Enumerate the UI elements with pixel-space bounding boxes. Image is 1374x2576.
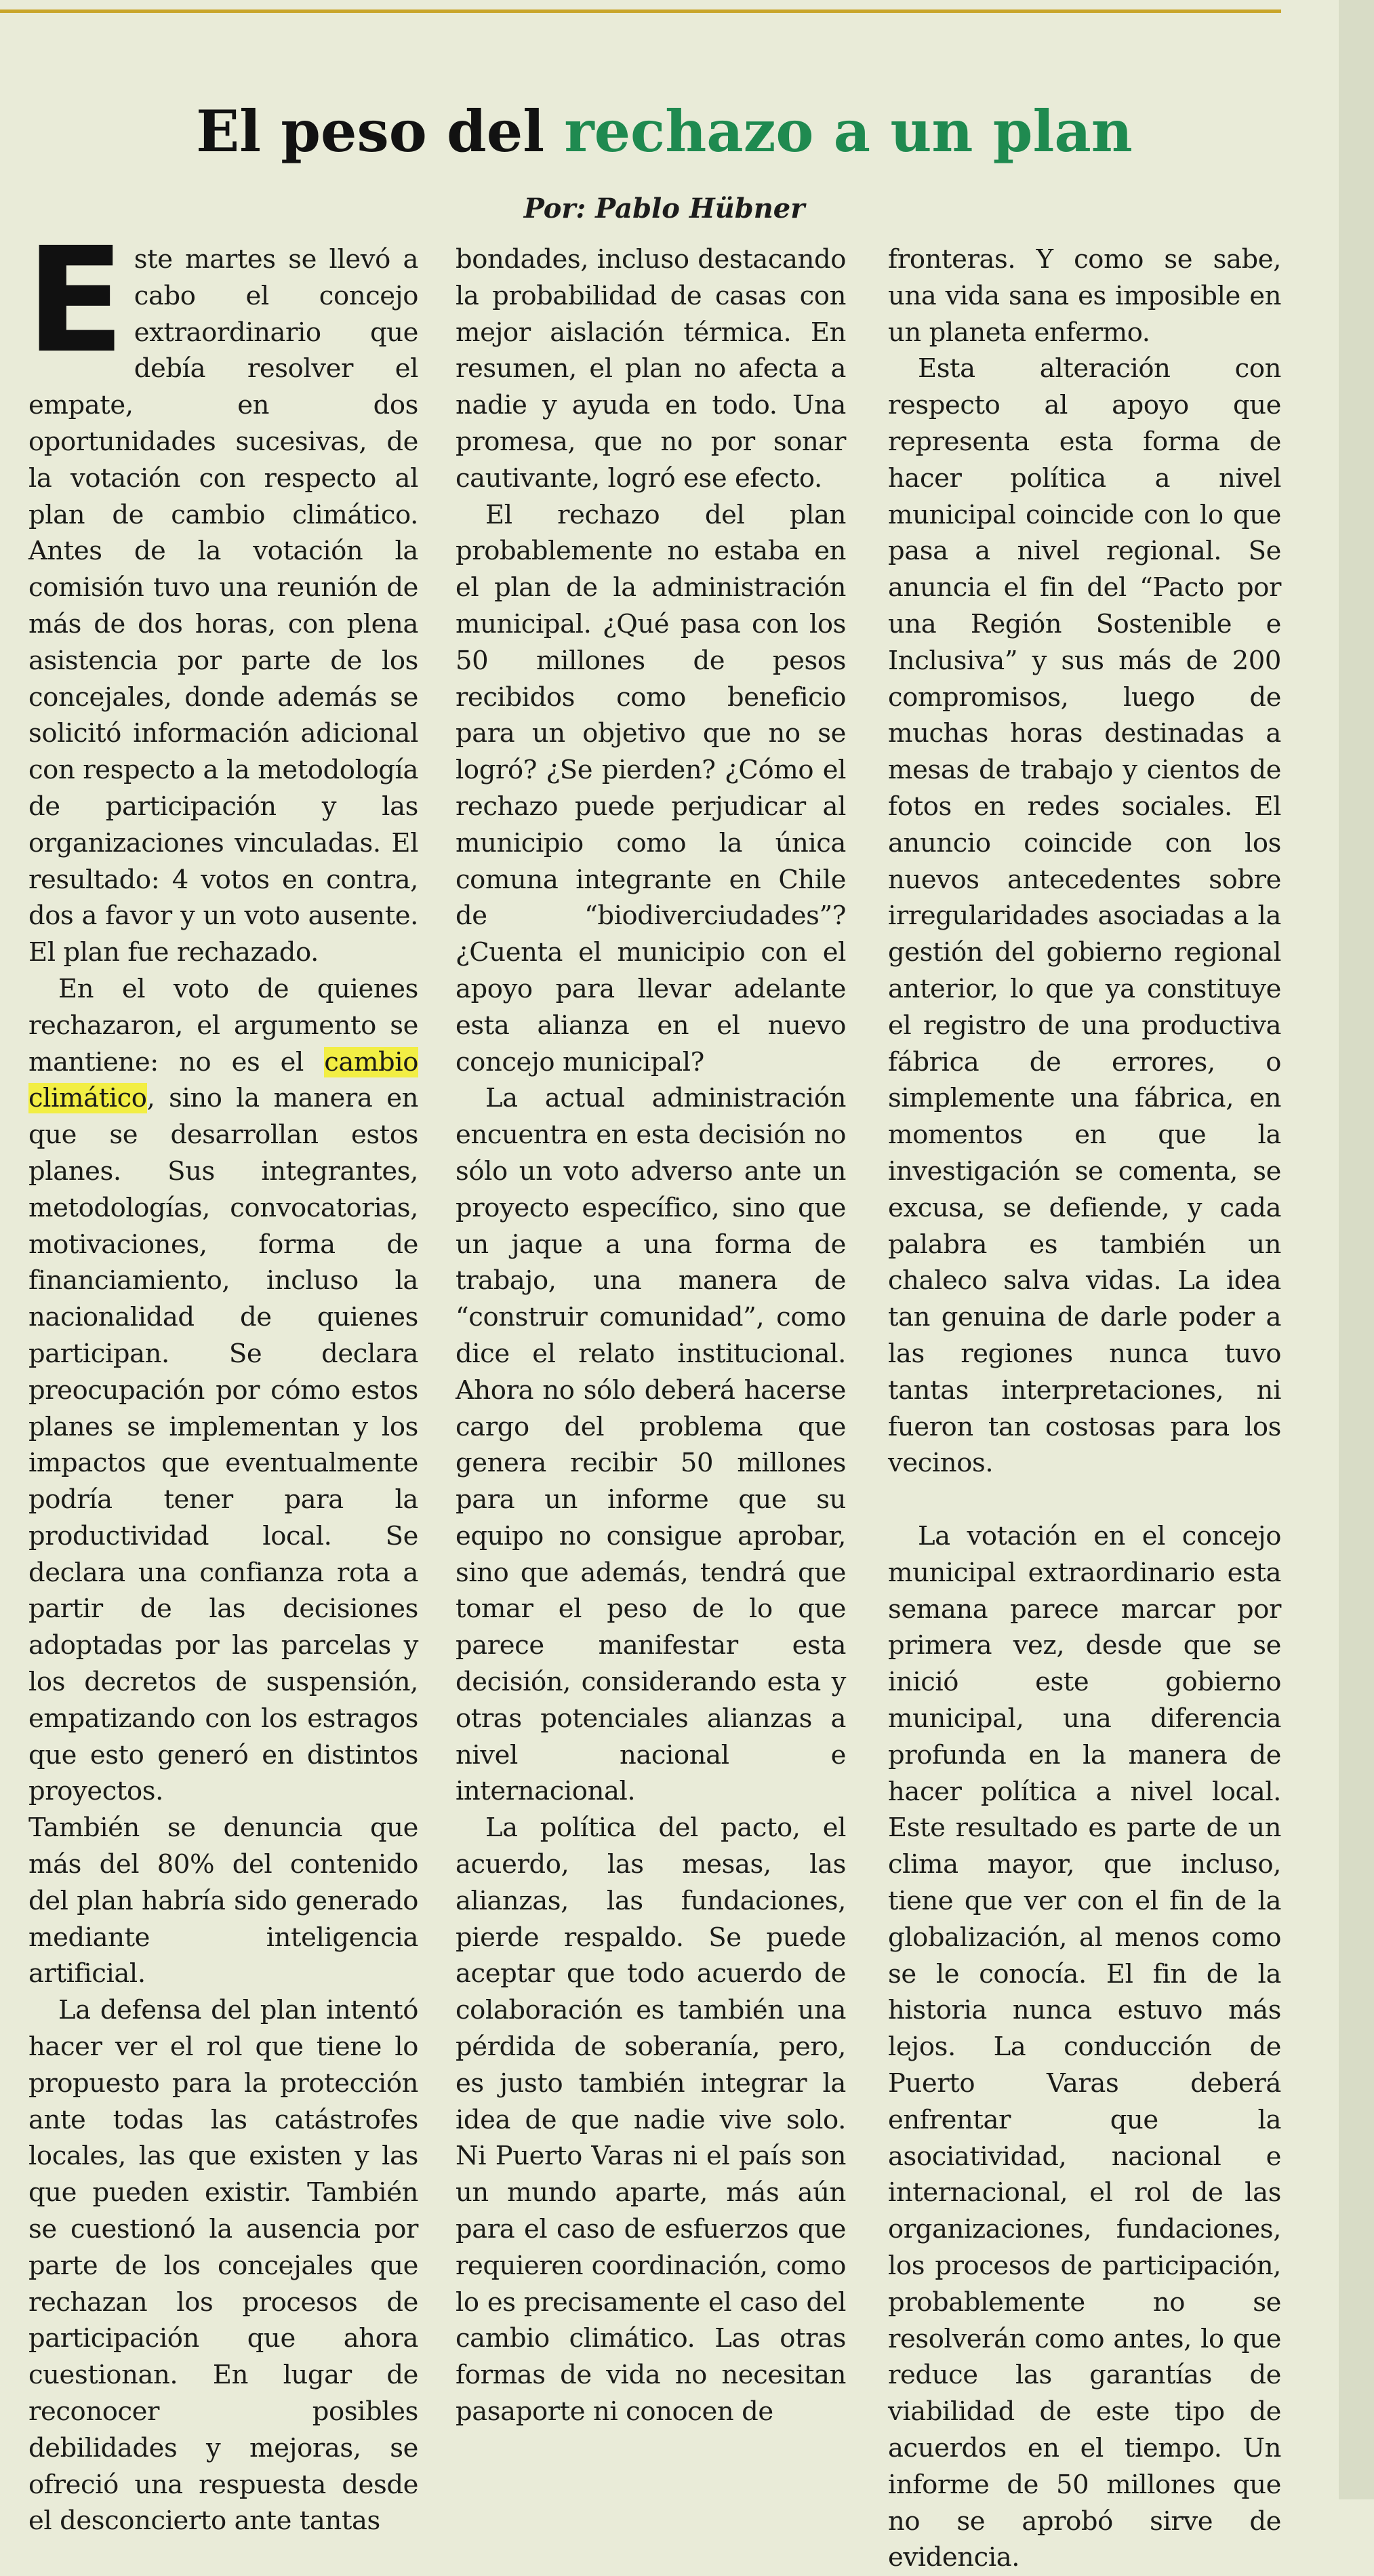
column-2 — [456, 241, 846, 2430]
paragraph-1-4: La defensa del plan intentó hacer ver el rol que tiene lo propuesto para la protección ante todas las catástrofes locales, las que existen y las que pueden existir. También se cuestionó la ausencia por parte de los concejales que rechazan los procesos de participación que ahora cuestionan. En lugar de reconocer posibles debilidades y mejoras, se ofreció una respuesta desde el desconcierto ante tantas — [28, 1995, 418, 2537]
title-part-2: rechazo a un plan — [564, 98, 1133, 165]
column-1 — [26, 216, 418, 2539]
drop-cap: E — [26, 216, 125, 385]
column-3 — [888, 241, 1281, 2576]
paragraph-1-3: También se denuncia que más del 80% del contenido del plan habría sido generado mediante inteligencia artificial. — [28, 1812, 418, 1989]
paragraph-3-1: fronteras. Y como se sabe, una vida sana es imposible en un planeta enfermo. — [888, 244, 1281, 348]
paragraph-2-1: bondades, incluso destacando la probabilidad de casas con mejor aislación térmica. En resumen, el plan no afecta a nadie y ayuda en todo. Una promesa, que no por sonar cautivante, logró ese efecto. — [456, 244, 846, 494]
article-title — [0, 100, 1329, 163]
byline: Por: Pablo Hübner — [523, 193, 805, 224]
paragraph-1-1-text: ste martes se llevó a cabo el concejo extraordinario que debía resolver el empate, en dos oportunidades sucesivas, de la votación con respecto al plan de cambio climático. Antes de la votación la comisión tuvo una reunión de más de dos horas, con plena asistencia por parte de los concejales, donde además se solicitó información adicional con respecto a la metodología de participación y las organizaciones vinculadas. El resultado: 4 votos en contra, dos a favor y un voto ausente. El plan fue rechazado. — [28, 244, 418, 968]
paragraph-2-2: El rechazo del plan probablemente no estaba en el plan de la administración municipal. ¿Qué pasa con los 50 millones de pesos recibidos como beneficio para un objetivo que no se logró? ¿Se pierden? ¿Cómo el rechazo puede perjudicar al municipio como la única comuna integrante en Chile de “biodiverciudades”? ¿Cuenta el municipio con el apoyo para llevar adelante esta alianza en el nuevo concejo municipal? — [456, 499, 846, 1077]
paragraph-2-4: La política del pacto, el acuerdo, las mesas, las alianzas, las fundaciones, pierde respaldo. Se puede aceptar que todo acuerdo de colaboración es también una pérdida de soberanía, pero, es justo también integrar la idea de que nadie vive solo. Ni Puerto Varas ni el país son un mundo aparte, más aún para el caso de esfuerzos que requieren coordinación, como lo es precisamente el caso del cambio climático. Las otras formas de vida no necesitan pasaporte ni conocen de — [456, 1812, 846, 2428]
paragraph-1-2-text-b: , sino la manera en que se desarrollan estos planes. Sus integrantes, metodologías, convocatorias, motivaciones, forma de financiamiento, incluso la nacionalidad de quienes participan. Se declara preocupación por cómo estos planes se implementan y los impactos que eventualmente podría tener para la productividad local. Se declara una confianza rota a partir de las decisiones adoptadas por las parcelas y los decretos de suspensión, empatizando con los estragos que esto generó en distintos proyectos. — [28, 1083, 418, 1807]
paragraph-1-1 — [26, 216, 418, 971]
paragraph-1-2 — [28, 971, 418, 1810]
paragraph-3-3: La votación en el concejo municipal extraordinario esta semana parece marcar por primera vez, desde que se inició este gobierno municipal, una diferencia profunda en la manera de hacer política a nivel local. Este resultado es parte de un clima mayor, que incluso, tiene que ver con el fin de la globalización, al menos como se le conocía. El fin de la historia nunca estuvo más lejos. La conducción de Puerto Varas deberá enfrentar que la asociatividad, nacional e internacional, el rol de las organizaciones, fundaciones, los procesos de participación, probablemente no se resolverán como antes, lo que reduce las garantías de viabilidad de este tipo de acuerdos en el tiempo. Un informe de 50 millones que no se aprobó sirve de evidencia. — [888, 1521, 1281, 2573]
top-rule — [0, 9, 1281, 13]
paragraph-2-3: La actual administración encuentra en esta decisión no sólo un voto adverso ante un proyecto específico, sino que un jaque a una forma de trabajo, una manera de “construir comunidad”, como dice el relato institucional. Ahora no sólo deberá hacerse cargo del problema que genera recibir 50 millones para un informe que su equipo no consigue aprobar, sino que además, tendrá que tomar el peso de lo que parece manifestar esta decisión, considerando esta y otras potenciales alianzas a nivel nacional e internacional. — [456, 1083, 846, 1807]
title-part-1: El peso del — [196, 98, 545, 165]
paragraph-1-2-text-a: En el voto de quienes rechazaron, el argumento se mantiene: no es el — [28, 973, 418, 1077]
paragraph-gap — [888, 1482, 1281, 1518]
paragraph-3-2: Esta alteración con respecto al apoyo que representa esta forma de hacer política a nivel municipal coincide con lo que pasa a nivel regional. Se anuncia el fin del “Pacto por una Región Sostenible e Inclusiva” y sus más de 200 compromisos, luego de muchas horas destinadas a mesas de trabajo y cientos de fotos en redes sociales. El anuncio coincide con los nuevos antecedentes sobre irregularidades asociadas a la gestión del gobierno regional anterior, lo que ya constituye el registro de una productiva fábrica de errores, o simplemente una fábrica, en momentos en que la investigación se comenta, se excusa, se defiende, y cada palabra es también un chaleco salva vidas. La idea tan genuina de darle poder a las regiones nunca tuvo tantas interpretaciones, ni fueron tan costosas para los vecinos. — [888, 353, 1281, 1479]
page-edge-strip — [1339, 0, 1374, 2499]
highlighted-phrase: cambio climático — [28, 1046, 418, 1114]
